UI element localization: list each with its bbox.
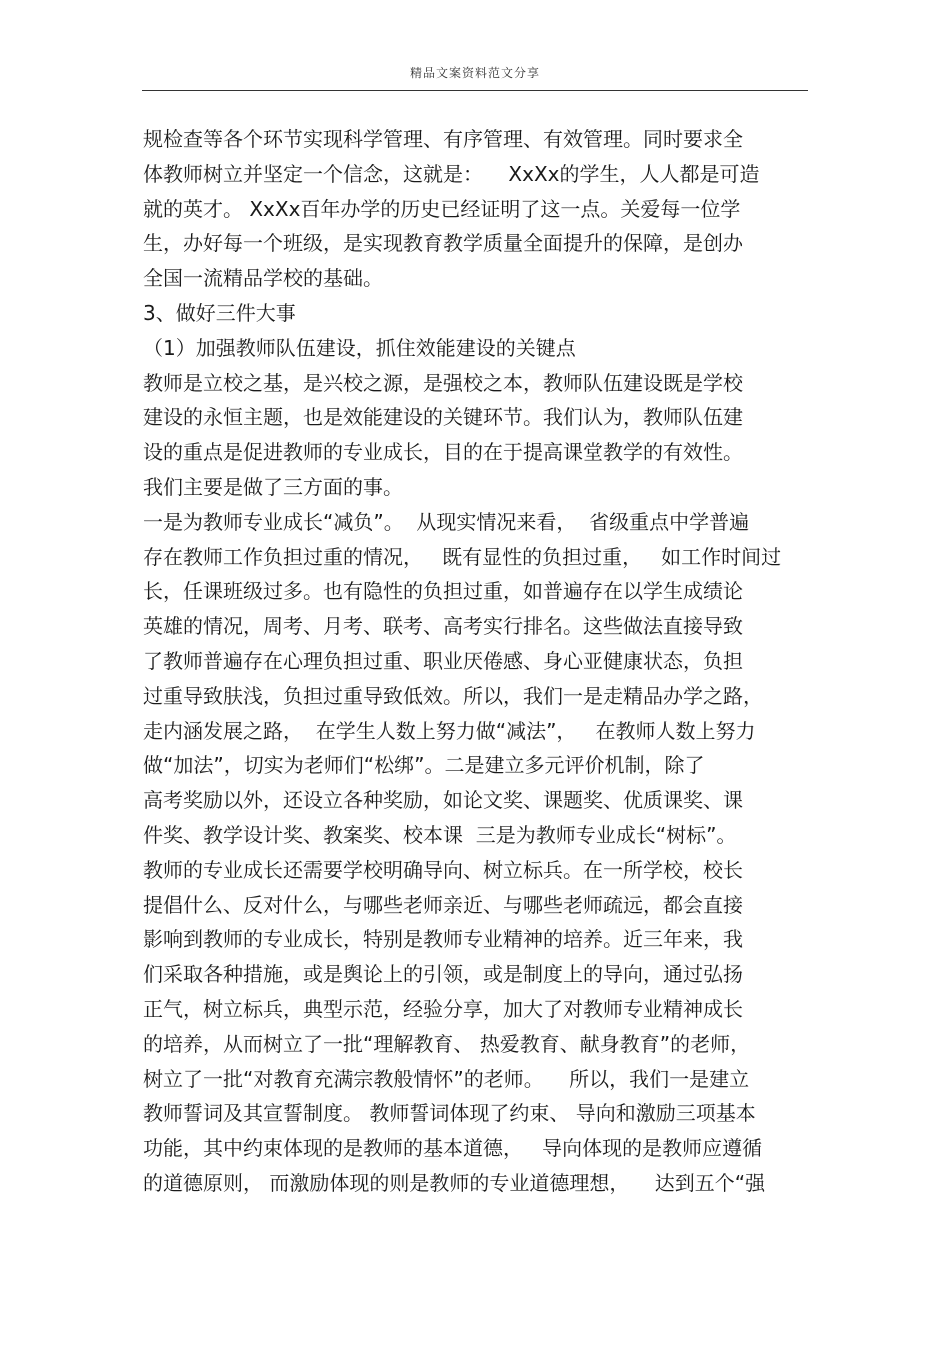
- subsection-heading: （1）加强教师队伍建设，抓住效能建设的关键点: [143, 335, 576, 360]
- body-text: [143, 122, 823, 1201]
- text-line: 的培养，从而树立了一批“理解教育、 热爱教育、献身教育”的老师，: [143, 1031, 751, 1056]
- text-line: 影响到教师的专业成长，特别是教师专业精神的培养。近三年来，我: [143, 927, 743, 952]
- text-line: 功能，其中约束体现的是教师的基本道德， 导向体现的是教师应遵循: [143, 1136, 763, 1161]
- text-line: 提倡什么、反对什么，与哪些老师亲近、与哪些老师疏远，都会直接: [143, 892, 743, 917]
- text-line: 长，任课班级过多。也有隐性的负担过重，如普遍存在以学生成绩论: [143, 579, 743, 604]
- text-line: 正气，树立标兵，典型示范，经验分享，加大了对教师专业精神成长: [143, 996, 743, 1021]
- text-line: 树立了一批“对教育充满宗教般情怀”的老师。 所以，我们一是建立: [143, 1066, 750, 1091]
- section-heading: 3、做好三件大事: [143, 300, 296, 325]
- text-line: 生，办好每一个班级，是实现教育教学质量全面提升的保障，是创办: [143, 231, 743, 256]
- text-line: 一是为教师专业成长“减负”。 从现实情况来看， 省级重点中学普遍: [143, 509, 750, 534]
- page-header: 精品文案资料范文分享: [409, 66, 540, 80]
- text-line: 们采取各种措施，或是舆论上的引领，或是制度上的导向，通过弘扬: [143, 962, 743, 987]
- text-line: 体教师树立并坚定一个信念，这就是： XxXx的学生，人人都是可造: [143, 161, 760, 186]
- text-line: 我们主要是做了三方面的事。: [143, 474, 403, 499]
- text-line: 建设的永恒主题，也是效能建设的关键环节。我们认为，教师队伍建: [143, 405, 743, 430]
- text-line: 设的重点是促进教师的专业成长，目的在于提高课堂教学的有效性。: [143, 440, 743, 465]
- text-line: 全国一流精品学校的基础。: [143, 266, 383, 291]
- text-line: 教师是立校之基，是兴校之源，是强校之本，教师队伍建设既是学校: [143, 370, 743, 395]
- text-line: 的道德原则， 而激励体现的则是教师的专业道德理想， 达到五个“强: [143, 1170, 766, 1195]
- text-line: 教师的专业成长还需要学校明确导向、树立标兵。在一所学校，校长: [143, 857, 743, 882]
- text-line: 就的英才。 XxXx百年办学的历史已经证明了这一点。关爱每一位学: [143, 196, 741, 221]
- text-line: 高考奖励以外，还设立各种奖励，如论文奖、课题奖、优质课奖、课: [143, 788, 743, 813]
- text-line: 存在教师工作负担过重的情况， 既有显性的负担过重， 如工作时间过: [143, 544, 782, 569]
- text-line: 过重导致肤浅，负担过重导致低效。所以，我们一是走精品办学之路，: [143, 683, 763, 708]
- text-line: 教师誓词及其宣誓制度。 教师誓词体现了约束、 导向和激励三项基本: [143, 1101, 756, 1126]
- text-line: 英雄的情况，周考、月考、联考、高考实行排名。这些做法直接导致: [143, 614, 743, 639]
- text-line: 做“加法”，切实为老师们“松绑”。二是建立多元评价机制，除了: [143, 753, 705, 778]
- text-line: 规检查等各个环节实现科学管理、有序管理、有效管理。同时要求全: [143, 127, 743, 151]
- text-line: 了教师普遍存在心理负担过重、职业厌倦感、身心亚健康状态，负担: [143, 648, 743, 673]
- text-line: 走内涵发展之路， 在学生人数上努力做“减法”， 在教师人数上努力: [143, 718, 756, 743]
- header-divider: [142, 90, 808, 91]
- text-line: 件奖、教学设计奖、教案奖、校本课 三是为教师专业成长“树标”。: [143, 822, 737, 847]
